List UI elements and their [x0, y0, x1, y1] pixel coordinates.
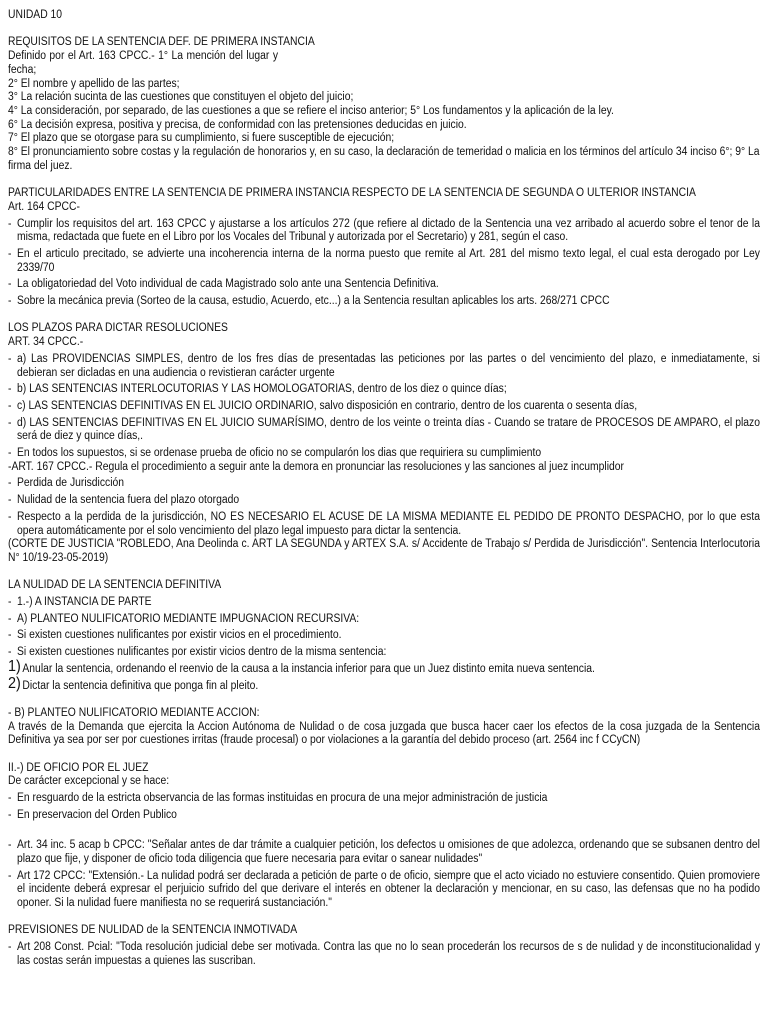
requisito-line: 2° El nombre y apellido de las partes; — [8, 77, 180, 90]
art-167-line: -ART. 167 CPCC.- Regula el procedimiento a seguir ante la demora en pronunciar las resoluciones y las sanciones al juez incumplidor — [8, 460, 624, 473]
list-item — [8, 870, 760, 911]
document-page — [8, 9, 760, 969]
bullet-dash: - — [8, 416, 12, 429]
list-item — [8, 809, 760, 823]
list-item-text: Art 208 Const. Pcial: "Toda resolución judicial debe ser motivada. Contra las que no lo sean procederán los recursos de s de nulidad y de inconstitucionalidad y las costas serán impuestas a quienes las suscriban. — [17, 941, 760, 967]
art-164-label: Art. 164 CPCC- — [8, 200, 80, 213]
list-item — [8, 646, 760, 660]
bullet-dash: - — [8, 629, 12, 642]
section-heading-plazos: LOS PLAZOS PARA DICTAR RESOLUCIONES — [8, 322, 228, 335]
numbered-item — [8, 674, 760, 694]
list-item — [8, 400, 760, 414]
list-item-text: A) PLANTEO NULIFICATORIO MEDIANTE IMPUGNACION RECURSIVA: — [17, 612, 360, 625]
bullet-dash: - — [8, 383, 12, 396]
requisito-line: 6° La decisión expresa, positiva y precisa, de conformidad con las pretensiones deducidas en juicio. — [8, 118, 467, 131]
bullet-dash: - — [8, 295, 12, 308]
bullet-dash: - — [8, 247, 12, 260]
bullet-dash: - — [8, 352, 12, 365]
list-item-text: b) LAS SENTENCIAS INTERLOCUTORIAS Y LAS HOMOLOGATORIAS, dentro de los diez o quince días; — [17, 383, 507, 396]
list-item-text: 1.-) A INSTANCIA DE PARTE — [17, 596, 152, 609]
list-item-text: Perdida de Jurisdicción — [17, 477, 125, 490]
bullet-dash: - — [8, 646, 12, 659]
bullet-dash: - — [8, 869, 12, 882]
list-item-text: Si existen cuestiones nulificantes por existir vicios dentro de la misma sentencia: — [17, 646, 387, 659]
accion-paragraph: A través de la Demanda que ejercita la Accion Autónoma de Nulidad o de cosa juzgada que busca hacer caer los efectos de la cosa juzgada de la Sentencia Definitiva ya sea por ser por cuestiones irritas (fraude procesal) o por violaciones a la garantía del debido proceso (art. 2564 inc f CCyCN) — [8, 720, 760, 747]
list-item — [8, 792, 760, 806]
bullet-dash: - — [8, 494, 12, 507]
list-item-text: En resguardo de la estricta observancia de las formas instituidas en procura de una mejor administración de justicia — [17, 792, 548, 805]
list-item-text: En todos los supuestos, si se ordenase prueba de oficio no se compularón los dias que requiriera su cumplimiento — [17, 447, 542, 460]
list-item-text: Art 172 CPCC: "Extensión.- La nulidad podrá ser declarada a petición de parte o de oficio, siempre que el acto viciado no estuviere consentido. Quien promoviere el incidente deberá expresar el perjuicio sufrido del que derivare el interés en obtener la declaración y mencionar, en su caso, las defensas que no ha podido oponer. Si la nulidad fuere manifiesta no se requerirá sustanciación." — [17, 869, 760, 910]
list-item — [8, 248, 760, 275]
list-item — [8, 596, 760, 610]
subheading-accion: - B) PLANTEO NULIFICATORIO MEDIANTE ACCION: — [8, 706, 260, 719]
bullet-dash: - — [8, 839, 12, 852]
bullet-dash: - — [8, 612, 12, 625]
bullet-dash: - — [8, 808, 12, 821]
bullet-dash: - — [8, 477, 12, 490]
bullet-dash: - — [8, 792, 12, 805]
list-item — [8, 511, 760, 538]
list-item-text: Nulidad de la sentencia fuera del plazo otorgado — [17, 494, 240, 507]
bullet-dash: - — [8, 217, 12, 230]
number-marker: 1) — [8, 657, 21, 675]
bullet-dash: - — [8, 510, 12, 523]
bullet-dash: - — [8, 399, 12, 412]
list-item — [8, 278, 760, 292]
list-item — [8, 941, 760, 968]
list-item — [8, 629, 760, 643]
list-item — [8, 218, 760, 245]
list-item — [8, 447, 760, 461]
number-marker: 2) — [8, 674, 21, 692]
art-34-label: ART. 34 CPCC.- — [8, 336, 84, 349]
list-item — [8, 353, 760, 380]
list-item-text: Sobre la mecánica previa (Sorteo de la causa, estudio, Acuerdo, etc...) a la Sentencia resultan aplicables los arts. 268/271 CPCC — [17, 295, 610, 308]
bullet-dash: - — [8, 447, 12, 460]
subheading-de-oficio: II.-) DE OFICIO POR EL JUEZ — [8, 761, 149, 774]
section-heading-nulidad: LA NULIDAD DE LA SENTENCIA DEFINITIVA — [8, 579, 222, 592]
list-item — [8, 494, 760, 508]
numbered-item-text: Anular la sentencia, ordenando el reenvio de la causa a la instancia inferior para que un Juez distinto emita nueva sentencia. — [22, 662, 595, 675]
list-item-text: Cumplir los requisitos del art. 163 CPCC y ajustarse a los artículos 272 (que refiere al dictado de la Sentencia una vez arribado al acuerdo sobre el tenor de la misma, redactada que fuete en el Libro por los Vocales del Tribunal y autorizada por el Secretario) y 281, según el caso. — [17, 217, 760, 244]
requisito-line: 7° El plazo que se otorgase para su cumplimiento, si fuere susceptible de ejecución; — [8, 132, 395, 145]
list-item-text: c) LAS SENTENCIAS DEFINITIVAS EN EL JUICIO ORDINARIO, salvo disposición en contrario, dentro de los cuarenta o sesenta días, — [17, 399, 638, 412]
list-item — [8, 383, 760, 397]
list-item — [8, 613, 760, 627]
list-item — [8, 839, 760, 866]
list-item-text: Si existen cuestiones nulificantes por existir vicios en el procedimiento. — [17, 629, 342, 642]
list-item-text: En preservacion del Orden Publico — [17, 808, 177, 821]
list-item-text: a) Las PROVIDENCIAS SIMPLES, dentro de los fres días de presentadas las peticiones por las partes o del vencimiento del plazo, e inmediatamente, si debieran ser dicladas en una audiencia o revistieran carácter urgente — [17, 352, 760, 379]
unit-title: UNIDAD 10 — [8, 9, 63, 21]
section-heading-requisitos: REQUISITOS DE LA SENTENCIA DEF. DE PRIMERA INSTANCIA — [8, 36, 315, 49]
art-163-intro: Definido por el Art. 163 CPCC.- 1° La mención del lugar y fecha; — [8, 50, 278, 76]
list-item — [8, 295, 760, 309]
numbered-item-text: Dictar la sentencia definitiva que ponga fin al pleito. — [22, 679, 259, 692]
list-item-text: Respecto a la perdida de la jurisdicción, NO ES NECESARIO EL ACUSE DE LA MISMA MEDIANTE EL PEDIDO DE PRONTO DESPACHO, por lo que esta opera automáticamente por el solo vencimiento del plazo legal impuesto para dictar la sentencia. — [17, 510, 760, 537]
case-citation: (CORTE DE JUSTICIA "ROBLEDO, Ana Deolinda c. ART LA SEGUNDA y ARTEX S.A. s/ Accidente de Trabajo s/ Perdida de Jurisdicción". Sentencia Interlocutoria N° 10/19-23-05-2019) — [8, 538, 760, 564]
section-heading-previsiones: PREVISIONES DE NULIDAD de la SENTENCIA INMOTIVADA — [8, 924, 298, 937]
de-oficio-intro: De carácter excepcional y se hace: — [8, 775, 170, 788]
bullet-dash: - — [8, 596, 12, 609]
section-heading-particularidades: PARTICULARIDADES ENTRE LA SENTENCIA DE PRIMERA INSTANCIA RESPECTO DE LA SENTENCIA DE SEGUNDA O ULTERIOR INSTANCIA — [8, 187, 696, 200]
list-item — [8, 477, 760, 491]
requisito-line: 4° La consideración, por separado, de las cuestiones a que se refiere el inciso anterior; 5° Los fundamentos y la aplicación de la ley. — [8, 104, 614, 117]
requisito-line: 3° La relación sucinta de las cuestiones que constituyen el objeto del juicio; — [8, 91, 354, 104]
list-item-text: d) LAS SENTENCIAS DEFINITIVAS EN EL JUICIO SUMARÍSIMO, dentro de los veinte o treinta días - Cuando se tratare de PROCESOS DE AMPARO, el plazo será de diez y quince días,. — [17, 416, 760, 443]
bullet-dash: - — [8, 278, 12, 291]
requisito-line: 8° El pronunciamiento sobre costas y la regulación de honorarios y, en su caso, la declaración de temeridad o malicia en los términos del artículo 34 inciso 6°; 9° La firma del juez. — [8, 146, 760, 172]
numbered-item — [8, 657, 760, 677]
list-item-text: La obligatoriedad del Voto individual de cada Magistrado solo ante una Sentencia Definitiva. — [17, 278, 439, 291]
list-item-text: Art. 34 inc. 5 acap b CPCC: "Señalar antes de dar trámite a cualquier petición, los defectos u omisiones de que adolezca, ordenando que se subsanen dentro del plazo que fije, y disponer de oficio toda diligencia que fuere necesaria para evitar o sanear nulidades" — [17, 839, 760, 865]
bullet-dash: - — [8, 941, 12, 954]
list-item — [8, 417, 760, 444]
list-item-text: En el articulo precitado, se advierte una incoherencia interna de la norma puesto que remite al Art. 281 del mismo texto legal, el cual esta derogado por Ley 2339/70 — [17, 247, 760, 274]
